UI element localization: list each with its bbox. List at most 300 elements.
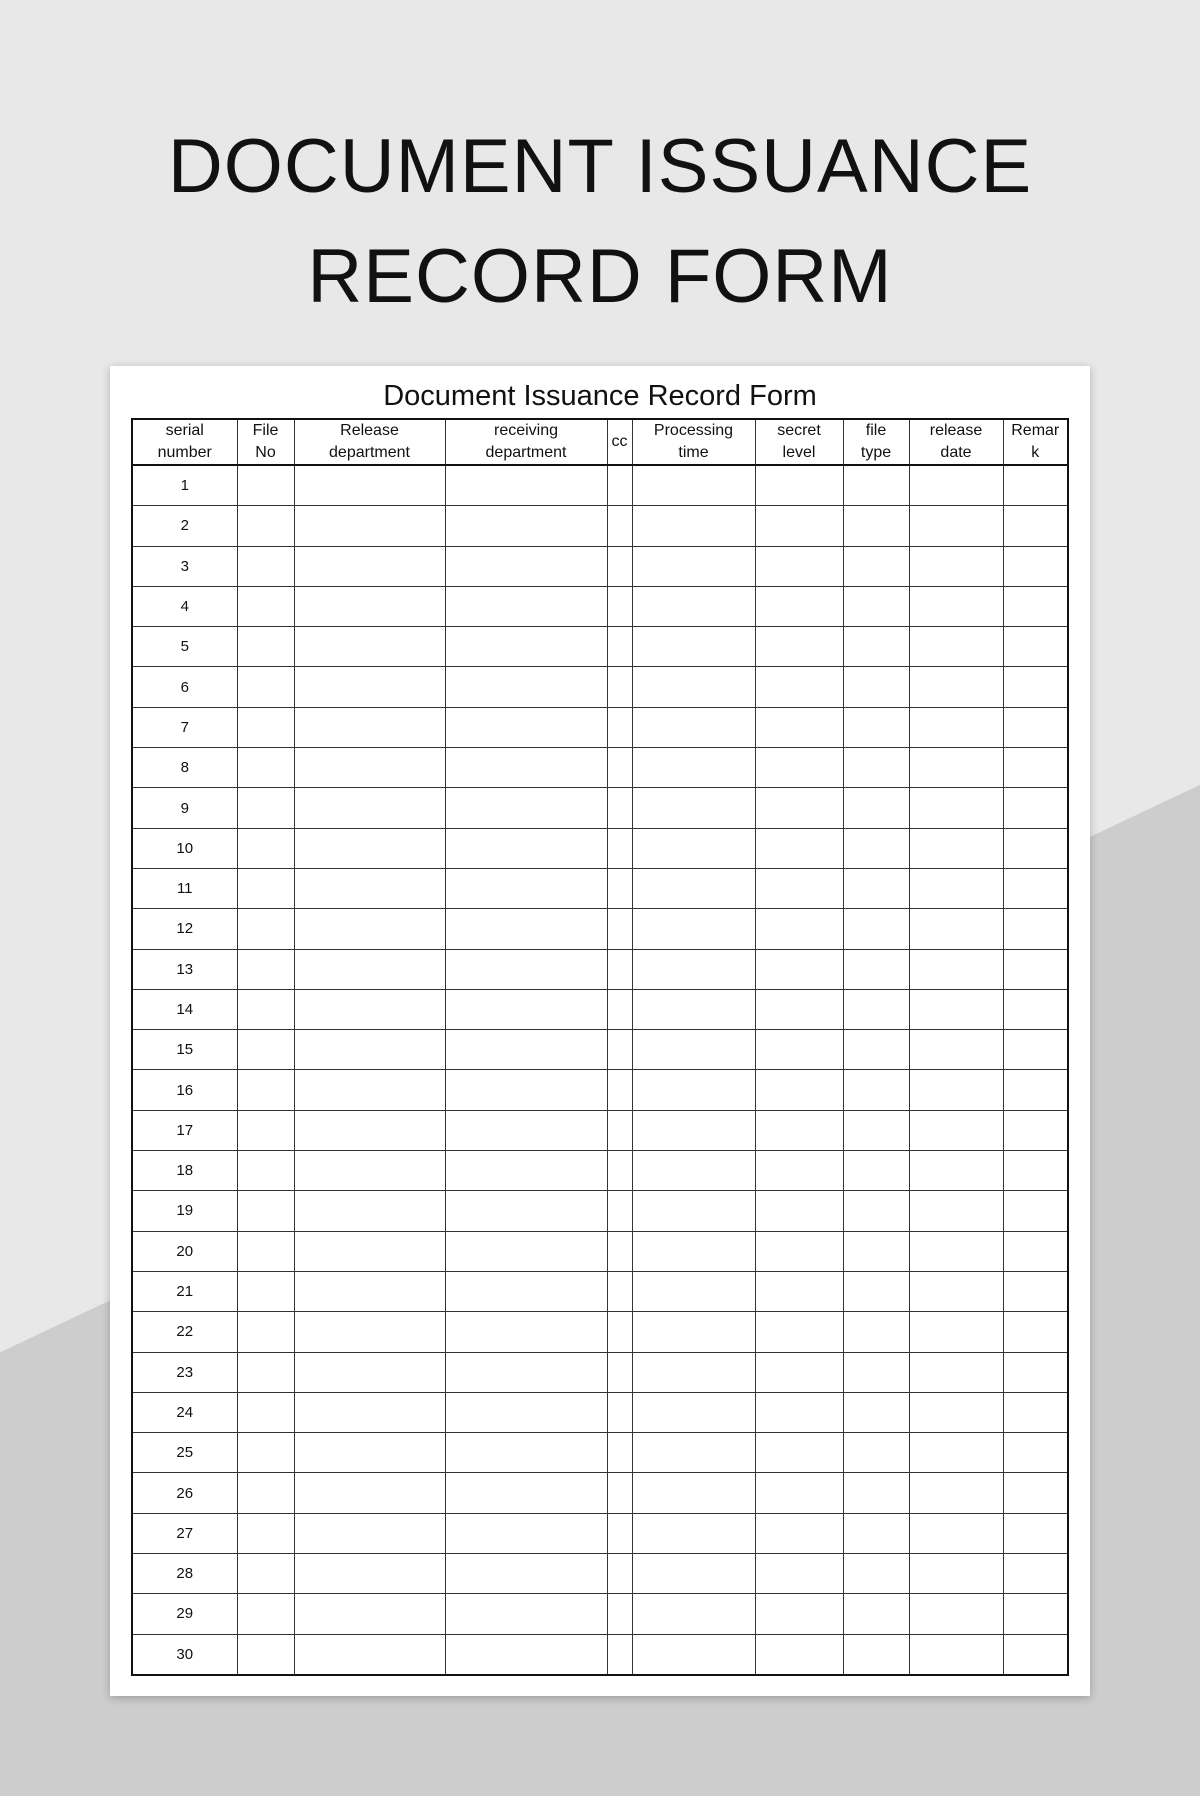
entry-cell[interactable] — [755, 1433, 843, 1473]
entry-cell[interactable] — [632, 707, 755, 747]
entry-cell[interactable] — [237, 1110, 294, 1150]
entry-cell[interactable] — [294, 627, 445, 667]
entry-cell[interactable] — [632, 748, 755, 788]
entry-cell[interactable] — [632, 546, 755, 586]
entry-cell[interactable] — [294, 1473, 445, 1513]
entry-cell[interactable] — [445, 868, 607, 908]
entry-cell[interactable] — [843, 1030, 909, 1070]
entry-cell[interactable] — [755, 1231, 843, 1271]
entry-cell[interactable] — [909, 1312, 1003, 1352]
entry-cell[interactable] — [607, 1594, 632, 1634]
entry-cell[interactable] — [843, 1312, 909, 1352]
serial-number-cell: 11 — [132, 868, 237, 908]
entry-cell[interactable] — [1003, 506, 1068, 546]
entry-cell[interactable] — [607, 1110, 632, 1150]
entry-cell[interactable] — [607, 546, 632, 586]
entry-cell[interactable] — [445, 707, 607, 747]
entry-cell[interactable] — [632, 506, 755, 546]
serial-number-cell: 21 — [132, 1271, 237, 1311]
column-header-remark: Remar k — [1003, 419, 1068, 465]
entry-cell[interactable] — [294, 748, 445, 788]
entry-cell[interactable] — [755, 546, 843, 586]
entry-cell[interactable] — [632, 909, 755, 949]
table-row — [132, 909, 1068, 949]
serial-number-cell: 13 — [132, 949, 237, 989]
entry-cell[interactable] — [909, 989, 1003, 1029]
entry-cell[interactable] — [607, 1151, 632, 1191]
table-row — [132, 1594, 1068, 1634]
entry-cell[interactable] — [843, 1151, 909, 1191]
entry-cell[interactable] — [294, 1433, 445, 1473]
entry-cell[interactable] — [909, 667, 1003, 707]
entry-cell[interactable] — [843, 1594, 909, 1634]
entry-cell[interactable] — [294, 465, 445, 506]
entry-cell[interactable] — [294, 1070, 445, 1110]
entry-cell[interactable] — [755, 1513, 843, 1553]
entry-cell[interactable] — [237, 627, 294, 667]
entry-cell[interactable] — [445, 627, 607, 667]
entry-cell[interactable] — [607, 1513, 632, 1553]
entry-cell[interactable] — [1003, 1231, 1068, 1271]
entry-cell[interactable] — [607, 788, 632, 828]
entry-cell[interactable] — [909, 1392, 1003, 1432]
entry-cell[interactable] — [445, 989, 607, 1029]
entry-cell[interactable] — [632, 465, 755, 506]
entry-cell[interactable] — [445, 465, 607, 506]
entry-cell[interactable] — [445, 506, 607, 546]
entry-cell[interactable] — [909, 1151, 1003, 1191]
entry-cell[interactable] — [607, 506, 632, 546]
entry-cell[interactable] — [607, 1473, 632, 1513]
entry-cell[interactable] — [632, 1312, 755, 1352]
entry-cell[interactable] — [1003, 1352, 1068, 1392]
entry-cell[interactable] — [445, 1594, 607, 1634]
entry-cell[interactable] — [632, 949, 755, 989]
entry-cell[interactable] — [1003, 1312, 1068, 1352]
entry-cell[interactable] — [1003, 1594, 1068, 1634]
entry-cell[interactable] — [237, 989, 294, 1029]
entry-cell[interactable] — [445, 546, 607, 586]
entry-cell[interactable] — [294, 1513, 445, 1553]
entry-cell[interactable] — [1003, 989, 1068, 1029]
entry-cell[interactable] — [294, 1271, 445, 1311]
entry-cell[interactable] — [445, 949, 607, 989]
entry-cell[interactable] — [755, 627, 843, 667]
entry-cell[interactable] — [632, 586, 755, 626]
entry-cell[interactable] — [294, 1634, 445, 1675]
entry-cell[interactable] — [294, 1554, 445, 1594]
entry-cell[interactable] — [909, 627, 1003, 667]
entry-cell[interactable] — [843, 627, 909, 667]
entry-cell[interactable] — [237, 868, 294, 908]
table-row — [132, 1473, 1068, 1513]
entry-cell[interactable] — [909, 546, 1003, 586]
entry-cell[interactable] — [843, 1473, 909, 1513]
entry-cell[interactable] — [445, 1473, 607, 1513]
entry-cell[interactable] — [1003, 1151, 1068, 1191]
entry-cell[interactable] — [909, 465, 1003, 506]
entry-cell[interactable] — [1003, 627, 1068, 667]
entry-cell[interactable] — [755, 707, 843, 747]
entry-cell[interactable] — [237, 1312, 294, 1352]
entry-cell[interactable] — [909, 949, 1003, 989]
entry-cell[interactable] — [1003, 586, 1068, 626]
entry-cell[interactable] — [909, 1634, 1003, 1675]
entry-cell[interactable] — [607, 828, 632, 868]
entry-cell[interactable] — [237, 506, 294, 546]
entry-cell[interactable] — [607, 909, 632, 949]
entry-cell[interactable] — [294, 989, 445, 1029]
entry-cell[interactable] — [294, 1231, 445, 1271]
entry-cell[interactable] — [755, 748, 843, 788]
column-header-processing-time: Processing time — [632, 419, 755, 465]
entry-cell[interactable] — [755, 989, 843, 1029]
entry-cell[interactable] — [909, 1433, 1003, 1473]
entry-cell[interactable] — [755, 1070, 843, 1110]
column-header-release-department: Release department — [294, 419, 445, 465]
entry-cell[interactable] — [909, 506, 1003, 546]
entry-cell[interactable] — [632, 1392, 755, 1432]
entry-cell[interactable] — [1003, 949, 1068, 989]
entry-cell[interactable] — [445, 1634, 607, 1675]
entry-cell[interactable] — [607, 748, 632, 788]
entry-cell[interactable] — [237, 1271, 294, 1311]
table-row — [132, 707, 1068, 747]
entry-cell[interactable] — [445, 1352, 607, 1392]
serial-number-cell: 26 — [132, 1473, 237, 1513]
entry-cell[interactable] — [294, 1191, 445, 1231]
entry-cell[interactable] — [843, 1110, 909, 1150]
entry-cell[interactable] — [445, 586, 607, 626]
entry-cell[interactable] — [607, 1634, 632, 1675]
entry-cell[interactable] — [909, 868, 1003, 908]
entry-cell[interactable] — [237, 1151, 294, 1191]
entry-cell[interactable] — [632, 868, 755, 908]
entry-cell[interactable] — [445, 1030, 607, 1070]
entry-cell[interactable] — [607, 707, 632, 747]
entry-cell[interactable] — [632, 828, 755, 868]
entry-cell[interactable] — [445, 1554, 607, 1594]
entry-cell[interactable] — [237, 707, 294, 747]
entry-cell[interactable] — [237, 667, 294, 707]
serial-number-cell: 3 — [132, 546, 237, 586]
entry-cell[interactable] — [632, 1191, 755, 1231]
table-row — [132, 586, 1068, 626]
entry-cell[interactable] — [607, 949, 632, 989]
entry-cell[interactable] — [445, 1231, 607, 1271]
column-header-receiving-department: receiving department — [445, 419, 607, 465]
entry-cell[interactable] — [607, 1231, 632, 1271]
entry-cell[interactable] — [755, 506, 843, 546]
entry-cell[interactable] — [843, 949, 909, 989]
entry-cell[interactable] — [843, 788, 909, 828]
entry-cell[interactable] — [607, 1070, 632, 1110]
entry-cell[interactable] — [1003, 788, 1068, 828]
entry-cell[interactable] — [843, 546, 909, 586]
entry-cell[interactable] — [843, 1070, 909, 1110]
entry-cell[interactable] — [294, 707, 445, 747]
entry-cell[interactable] — [909, 788, 1003, 828]
entry-cell[interactable] — [843, 506, 909, 546]
entry-cell[interactable] — [237, 909, 294, 949]
entry-cell[interactable] — [445, 909, 607, 949]
entry-cell[interactable] — [237, 546, 294, 586]
entry-cell[interactable] — [909, 1473, 1003, 1513]
entry-cell[interactable] — [843, 465, 909, 506]
entry-cell[interactable] — [843, 748, 909, 788]
entry-cell[interactable] — [632, 1070, 755, 1110]
entry-cell[interactable] — [445, 1312, 607, 1352]
entry-cell[interactable] — [445, 1513, 607, 1553]
entry-cell[interactable] — [632, 989, 755, 1029]
entry-cell[interactable] — [755, 949, 843, 989]
entry-cell[interactable] — [294, 1352, 445, 1392]
entry-cell[interactable] — [445, 1392, 607, 1432]
entry-cell[interactable] — [755, 1110, 843, 1150]
entry-cell[interactable] — [755, 1392, 843, 1432]
entry-cell[interactable] — [909, 1554, 1003, 1594]
entry-cell[interactable] — [843, 828, 909, 868]
entry-cell[interactable] — [632, 788, 755, 828]
entry-cell[interactable] — [237, 1634, 294, 1675]
entry-cell[interactable] — [632, 1352, 755, 1392]
entry-cell[interactable] — [445, 1151, 607, 1191]
table-row — [132, 1110, 1068, 1150]
entry-cell[interactable] — [755, 1191, 843, 1231]
entry-cell[interactable] — [632, 1433, 755, 1473]
entry-cell[interactable] — [909, 1191, 1003, 1231]
entry-cell[interactable] — [237, 465, 294, 506]
serial-number-cell: 23 — [132, 1352, 237, 1392]
entry-cell[interactable] — [1003, 1554, 1068, 1594]
entry-cell[interactable] — [843, 1433, 909, 1473]
entry-cell[interactable] — [237, 586, 294, 626]
entry-cell[interactable] — [909, 1231, 1003, 1271]
entry-cell[interactable] — [294, 788, 445, 828]
entry-cell[interactable] — [237, 1030, 294, 1070]
entry-cell[interactable] — [445, 748, 607, 788]
entry-cell[interactable] — [294, 909, 445, 949]
entry-cell[interactable] — [1003, 748, 1068, 788]
entry-cell[interactable] — [1003, 1070, 1068, 1110]
entry-cell[interactable] — [755, 1352, 843, 1392]
entry-cell[interactable] — [632, 1634, 755, 1675]
entry-cell[interactable] — [445, 1070, 607, 1110]
entry-cell[interactable] — [1003, 828, 1068, 868]
entry-cell[interactable] — [607, 1191, 632, 1231]
serial-number-cell: 20 — [132, 1231, 237, 1271]
entry-cell[interactable] — [843, 868, 909, 908]
records-table — [131, 418, 1069, 1676]
serial-number-cell: 24 — [132, 1392, 237, 1432]
entry-cell[interactable] — [1003, 1513, 1068, 1553]
entry-cell[interactable] — [632, 1554, 755, 1594]
entry-cell[interactable] — [843, 1271, 909, 1311]
entry-cell[interactable] — [237, 1473, 294, 1513]
entry-cell[interactable] — [607, 1352, 632, 1392]
entry-cell[interactable] — [909, 1070, 1003, 1110]
entry-cell[interactable] — [1003, 546, 1068, 586]
entry-cell[interactable] — [445, 788, 607, 828]
entry-cell[interactable] — [294, 586, 445, 626]
column-header-file-type: file type — [843, 419, 909, 465]
entry-cell[interactable] — [755, 909, 843, 949]
entry-cell[interactable] — [237, 1231, 294, 1271]
entry-cell[interactable] — [607, 465, 632, 506]
entry-cell[interactable] — [632, 1110, 755, 1150]
entry-cell[interactable] — [909, 909, 1003, 949]
entry-cell[interactable] — [1003, 667, 1068, 707]
entry-cell[interactable] — [909, 748, 1003, 788]
entry-cell[interactable] — [843, 1554, 909, 1594]
entry-cell[interactable] — [237, 949, 294, 989]
entry-cell[interactable] — [755, 667, 843, 707]
entry-cell[interactable] — [294, 1151, 445, 1191]
entry-cell[interactable] — [632, 1030, 755, 1070]
entry-cell[interactable] — [1003, 1392, 1068, 1432]
entry-cell[interactable] — [1003, 1473, 1068, 1513]
entry-cell[interactable] — [294, 1392, 445, 1432]
header-row — [132, 419, 1068, 465]
entry-cell[interactable] — [909, 1271, 1003, 1311]
serial-number-cell: 17 — [132, 1110, 237, 1150]
entry-cell[interactable] — [1003, 465, 1068, 506]
entry-cell[interactable] — [445, 1110, 607, 1150]
entry-cell[interactable] — [1003, 1433, 1068, 1473]
entry-cell[interactable] — [1003, 707, 1068, 747]
entry-cell[interactable] — [632, 627, 755, 667]
entry-cell[interactable] — [632, 1271, 755, 1311]
entry-cell[interactable] — [909, 586, 1003, 626]
entry-cell[interactable] — [843, 909, 909, 949]
entry-cell[interactable] — [607, 1433, 632, 1473]
entry-cell[interactable] — [632, 1231, 755, 1271]
table-row — [132, 1634, 1068, 1675]
entry-cell[interactable] — [843, 586, 909, 626]
entry-cell[interactable] — [755, 465, 843, 506]
entry-cell[interactable] — [607, 627, 632, 667]
entry-cell[interactable] — [843, 989, 909, 1029]
entry-cell[interactable] — [294, 546, 445, 586]
form-title: Document Issuance Record Form — [383, 380, 817, 412]
column-header-secret-level: secret level — [755, 419, 843, 465]
entry-cell[interactable] — [843, 1392, 909, 1432]
entry-cell[interactable] — [607, 868, 632, 908]
entry-cell[interactable] — [843, 1231, 909, 1271]
entry-cell[interactable] — [1003, 1110, 1068, 1150]
table-row — [132, 1231, 1068, 1271]
entry-cell[interactable] — [607, 989, 632, 1029]
entry-cell[interactable] — [294, 1594, 445, 1634]
entry-cell[interactable] — [294, 506, 445, 546]
entry-cell[interactable] — [445, 1433, 607, 1473]
entry-cell[interactable] — [755, 1634, 843, 1675]
entry-cell[interactable] — [755, 1312, 843, 1352]
entry-cell[interactable] — [1003, 868, 1068, 908]
entry-cell[interactable] — [237, 1594, 294, 1634]
entry-cell[interactable] — [1003, 1271, 1068, 1311]
entry-cell[interactable] — [237, 1513, 294, 1553]
entry-cell[interactable] — [755, 788, 843, 828]
entry-cell[interactable] — [237, 788, 294, 828]
entry-cell[interactable] — [755, 828, 843, 868]
entry-cell[interactable] — [843, 1634, 909, 1675]
entry-cell[interactable] — [237, 1392, 294, 1432]
entry-cell[interactable] — [294, 1030, 445, 1070]
entry-cell[interactable] — [909, 707, 1003, 747]
entry-cell[interactable] — [909, 1030, 1003, 1070]
entry-cell[interactable] — [237, 1433, 294, 1473]
entry-cell[interactable] — [755, 1030, 843, 1070]
serial-number-cell: 5 — [132, 627, 237, 667]
entry-cell[interactable] — [843, 667, 909, 707]
entry-cell[interactable] — [909, 1110, 1003, 1150]
entry-cell[interactable] — [755, 1554, 843, 1594]
entry-cell[interactable] — [755, 1594, 843, 1634]
entry-cell[interactable] — [607, 1554, 632, 1594]
entry-cell[interactable] — [237, 1352, 294, 1392]
entry-cell[interactable] — [237, 1554, 294, 1594]
entry-cell[interactable] — [909, 1594, 1003, 1634]
entry-cell[interactable] — [632, 667, 755, 707]
entry-cell[interactable] — [607, 667, 632, 707]
entry-cell[interactable] — [632, 1594, 755, 1634]
entry-cell[interactable] — [445, 667, 607, 707]
entry-cell[interactable] — [1003, 1634, 1068, 1675]
entry-cell[interactable] — [294, 828, 445, 868]
entry-cell[interactable] — [843, 1352, 909, 1392]
entry-cell[interactable] — [1003, 1191, 1068, 1231]
entry-cell[interactable] — [445, 1191, 607, 1231]
entry-cell[interactable] — [755, 1271, 843, 1311]
entry-cell[interactable] — [632, 1473, 755, 1513]
table-row — [132, 546, 1068, 586]
entry-cell[interactable] — [843, 707, 909, 747]
entry-cell[interactable] — [294, 667, 445, 707]
entry-cell[interactable] — [607, 586, 632, 626]
entry-cell[interactable] — [755, 1473, 843, 1513]
entry-cell[interactable] — [755, 586, 843, 626]
entry-cell[interactable] — [607, 1271, 632, 1311]
entry-cell[interactable] — [294, 1312, 445, 1352]
entry-cell[interactable] — [755, 868, 843, 908]
entry-cell[interactable] — [909, 1513, 1003, 1553]
entry-cell[interactable] — [632, 1513, 755, 1553]
entry-cell[interactable] — [607, 1312, 632, 1352]
entry-cell[interactable] — [909, 828, 1003, 868]
entry-cell[interactable] — [632, 1151, 755, 1191]
entry-cell[interactable] — [755, 1151, 843, 1191]
entry-cell[interactable] — [294, 949, 445, 989]
entry-cell[interactable] — [607, 1392, 632, 1432]
entry-cell[interactable] — [294, 868, 445, 908]
entry-cell[interactable] — [237, 1070, 294, 1110]
serial-number-cell: 28 — [132, 1554, 237, 1594]
entry-cell[interactable] — [1003, 909, 1068, 949]
entry-cell[interactable] — [237, 828, 294, 868]
entry-cell[interactable] — [445, 828, 607, 868]
entry-cell[interactable] — [843, 1191, 909, 1231]
entry-cell[interactable] — [237, 1191, 294, 1231]
entry-cell[interactable] — [294, 1110, 445, 1150]
entry-cell[interactable] — [843, 1513, 909, 1553]
entry-cell[interactable] — [237, 748, 294, 788]
entry-cell[interactable] — [445, 1271, 607, 1311]
entry-cell[interactable] — [909, 1352, 1003, 1392]
entry-cell[interactable] — [1003, 1030, 1068, 1070]
entry-cell[interactable] — [607, 1030, 632, 1070]
column-header-serial-number: serial number — [132, 419, 237, 465]
